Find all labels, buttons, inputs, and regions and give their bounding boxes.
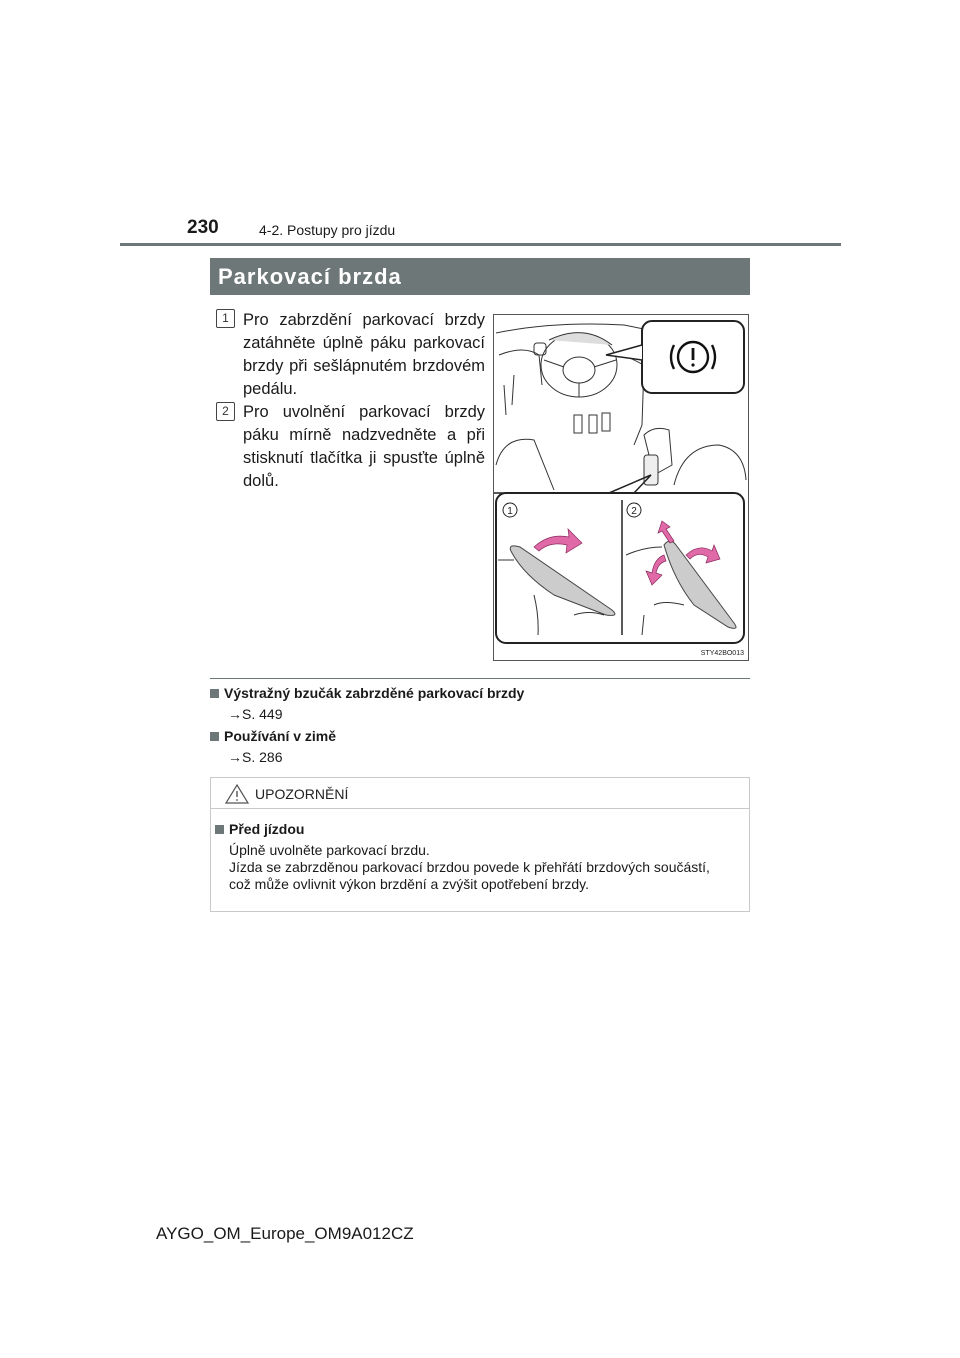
warning-line: Jízda se zabrzděnou parkovací brzdou povede k přehřátí brzdových součástí, — [229, 859, 710, 875]
step-number-2: 2 — [216, 402, 235, 421]
figure-callout-2: 2 — [631, 506, 637, 517]
warning-subtitle: Před jízdou — [215, 821, 304, 837]
step-number-1: 1 — [216, 309, 235, 328]
note-title-1: Výstražný bzučák zabrzděné parkovací brzdy — [210, 685, 524, 701]
step-text-1: Pro zabrzdění parkovací brzdy zatáhněte úplně páku parkovací brzdy při sešlápnutém brzdovém pedálu. — [243, 311, 485, 398]
figure-callout-1: 1 — [507, 506, 513, 517]
title-bar — [210, 258, 750, 295]
page-title: Parkovací brzda — [218, 264, 402, 289]
warning-body — [229, 842, 749, 893]
bullet-square-icon — [210, 689, 219, 698]
warning-label: UPOZORNĚNÍ — [255, 786, 349, 802]
warning-line: Úplně uvolněte parkovací brzdu. — [229, 842, 430, 858]
page-number: 230 — [187, 217, 219, 238]
header-divider — [120, 243, 841, 246]
warning-box — [210, 777, 750, 912]
figure-code: STY42BO013 — [700, 650, 744, 657]
parking-brake-illustration — [493, 314, 749, 661]
note-ref-2[interactable]: →S. 286 — [228, 749, 283, 765]
note-ref-1[interactable]: →S. 449 — [228, 706, 283, 722]
warning-triangle-icon — [225, 784, 249, 804]
footer-document-code: AYGO_OM_Europe_OM9A012CZ — [156, 1224, 414, 1243]
bullet-square-icon — [210, 732, 219, 741]
bullet-square-icon — [215, 825, 224, 834]
warning-line: což může ovlivnit výkon brzdění a zvýšit opotřebení brzdy. — [229, 876, 590, 892]
step-text-2: Pro uvolnění parkovací brzdy páku mírně nadzvedněte a při stisknutí tlačítka ji spusťte úplně dolů. — [243, 403, 485, 490]
content-divider — [210, 678, 750, 679]
note-title-2: Používání v zimě — [210, 728, 336, 744]
section-header: 4-2. Postupy pro jízdu — [259, 222, 396, 238]
warning-header — [211, 778, 749, 809]
